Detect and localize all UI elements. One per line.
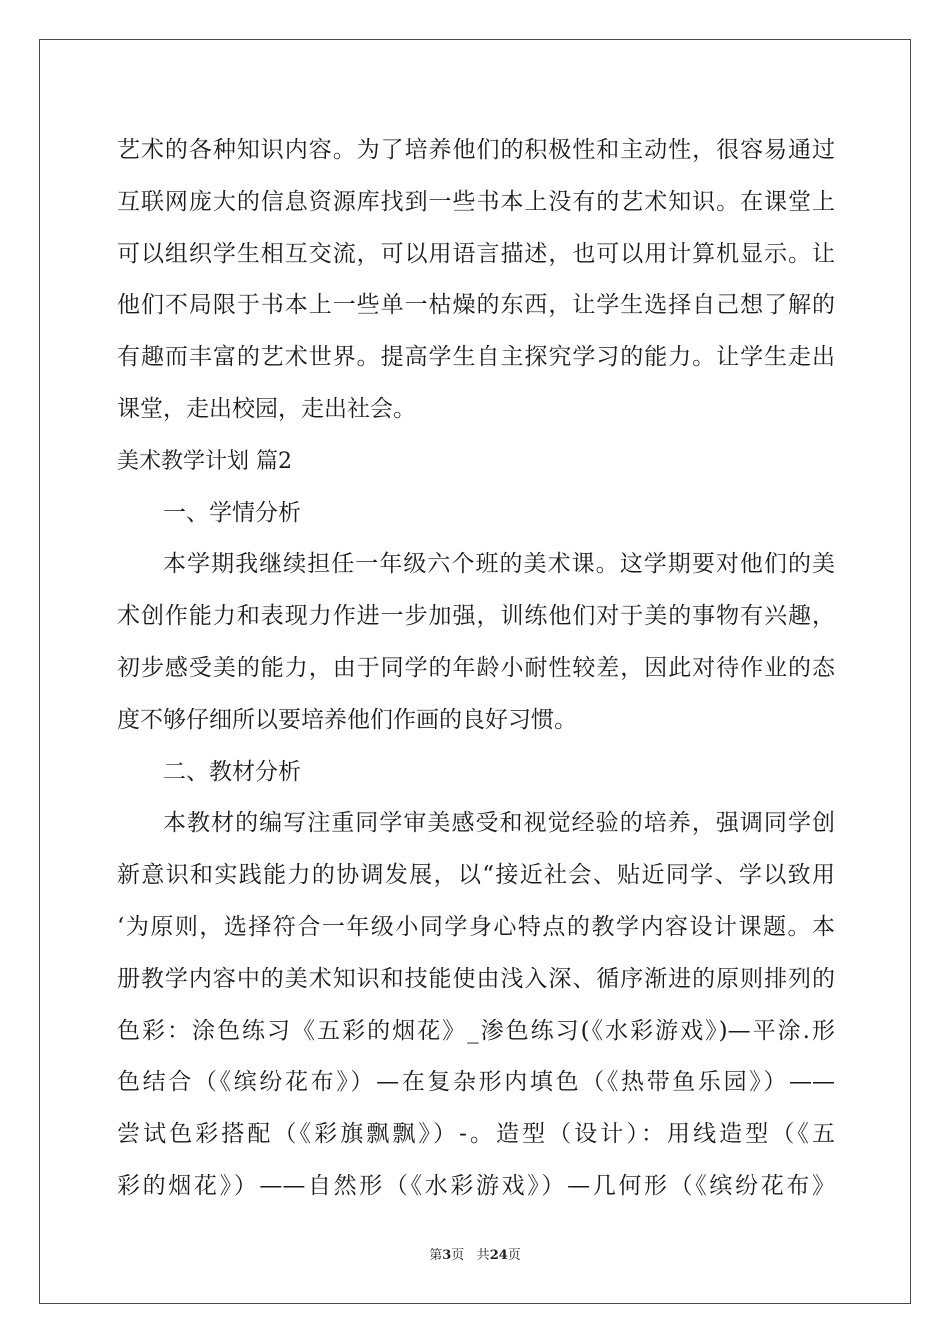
section-title: 美术教学计划 篇2 [117,448,292,474]
paragraph-line: ‘为原则，选择符合一年级小同学身心特点的教学内容设计课题。本 [117,913,835,940]
paragraph-line: 色结合（《缤纷花布》）—在复杂形内填色（《热带鱼乐园》）—— [117,1069,835,1096]
footer-current-page: 3 [442,1248,452,1263]
paragraph-line: 本教材的编写注重同学审美感受和视觉经验的培养，强调同学创 [163,810,835,837]
paragraph-line: 初步感受美的能力，由于同学的年龄小耐性较差，因此对待作业的态 [117,654,835,681]
footer-total-pages: 24 [489,1248,508,1263]
paragraph-line: 本学期我继续担任一年级六个班的美术课。这学期要对他们的美 [163,551,835,578]
footer-page-unit: 页 [451,1248,465,1263]
paragraph-line: 互联网庞大的信息资源库找到一些书本上没有的艺术知识。在课堂上 [117,188,835,215]
paragraph-line: 尝试色彩搭配（《彩旗飘飘》）-。造型（设计）：用线造型（《五 [117,1121,835,1148]
paragraph-line: 他们不局限于书本上一些单一枯燥的东西，让学生选择自己想了解的 [117,292,835,319]
paragraph-line: 度不够仔细所以要培养他们作画的良好习惯。 [117,706,577,733]
paragraph-line: 色彩：涂色练习《五彩的烟花》_渗色练习(《水彩游戏》)—平涂.形 [117,1017,835,1044]
paragraph-line: 可以组织学生相互交流，可以用语言描述，也可以用计算机显示。让 [117,240,835,267]
footer-total-prefix: 共 [476,1248,490,1263]
paragraph-line: 彩的烟花》）——自然形（《水彩游戏》）—几何形（《缤纷花布》 [117,1172,835,1199]
paragraph-line: 艺术的各种知识内容。为了培养他们的积极性和主动性，很容易通过 [117,137,835,163]
document-body [117,125,835,1213]
paragraph-line: 有趣而丰富的艺术世界。提高学生自主探究学习的能力。让学生走出 [117,344,835,371]
paragraph-line: 术创作能力和表现力作进一步加强，训练他们对于美的事物有兴趣， [117,603,835,630]
paragraph-line: 册教学内容中的美术知识和技能使由浅入深、循序渐进的原则排列的 [117,965,835,992]
paragraph-line: 课堂，走出校园，走出社会。 [117,395,416,422]
paragraph-line: 新意识和实践能力的协调发展，以“接近社会、贴近同学、学以致用 [117,862,835,889]
footer-total-unit: 页 [507,1248,521,1263]
footer-page-prefix: 第 [429,1248,443,1263]
section-heading: 二、教材分析 [163,758,301,785]
page-footer [0,1244,950,1263]
section-heading: 一、学情分析 [163,499,301,526]
